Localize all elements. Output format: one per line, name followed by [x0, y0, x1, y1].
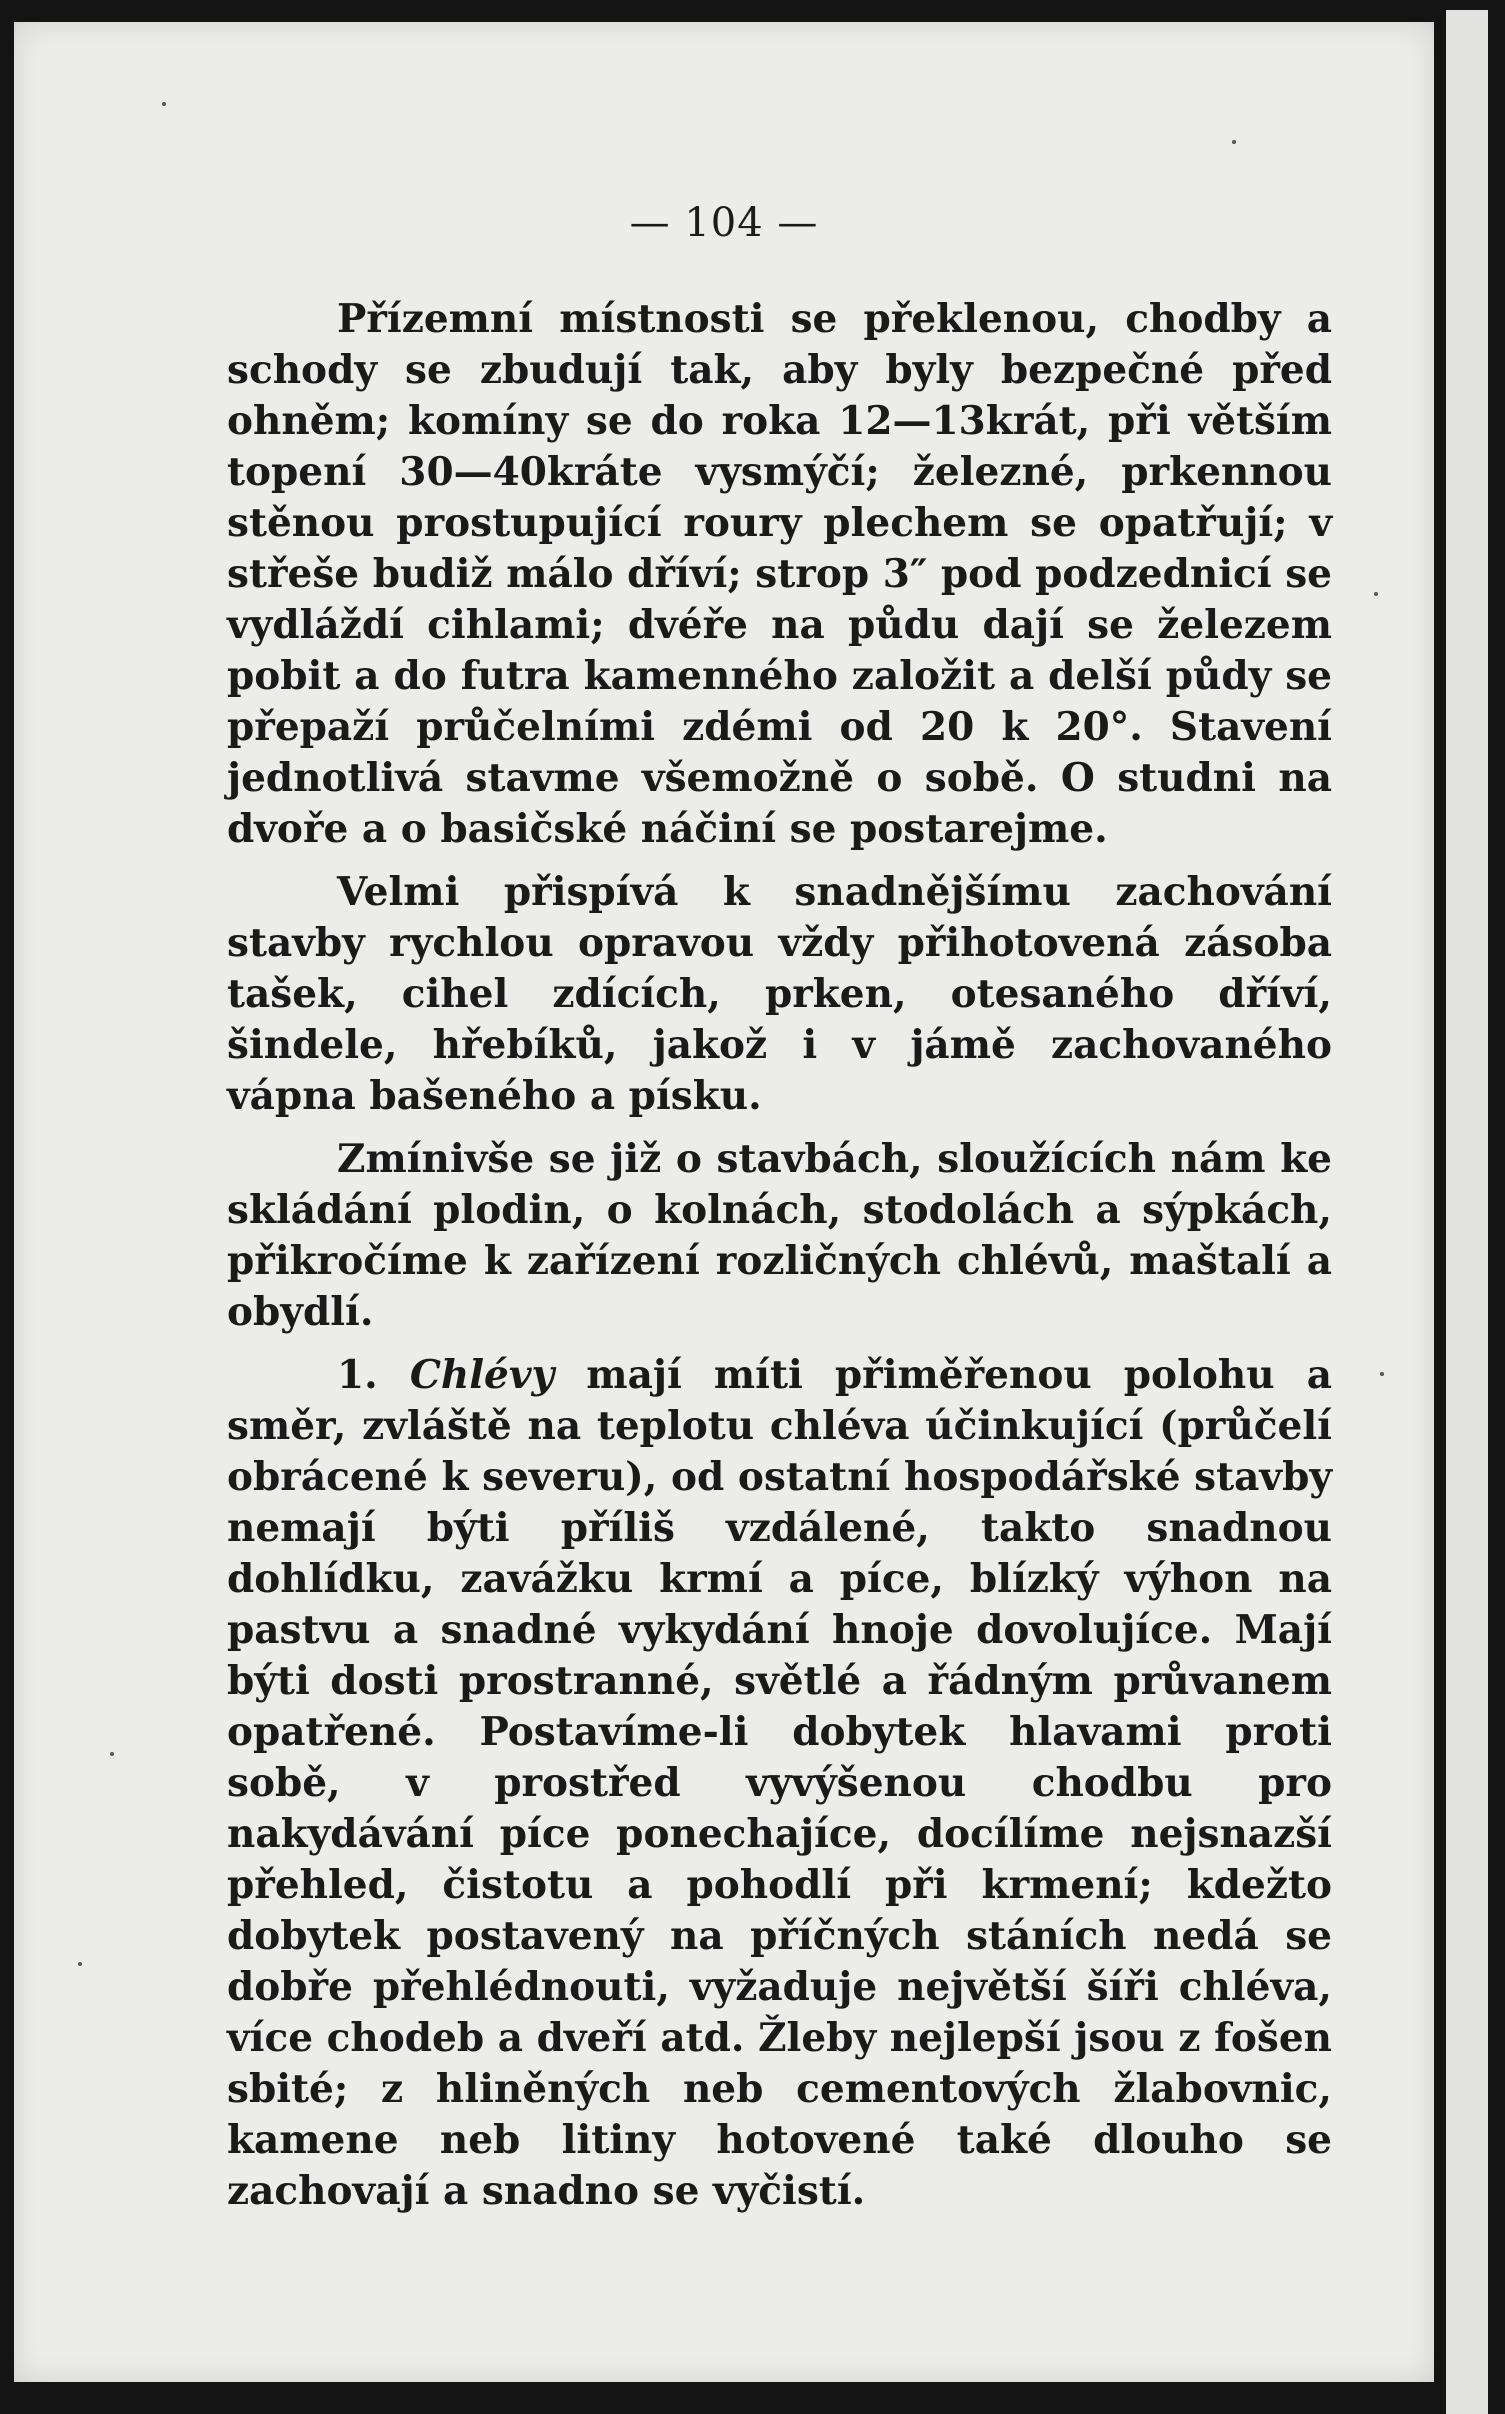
scan-speck: [1380, 1372, 1384, 1376]
book-page: [14, 22, 1434, 2382]
paragraph-transition: Zmínivše se již o stavbách, sloužících nám ke skládání plodin, o kolnách, stodolách a sýpkách, přikročíme k zařízení rozličných chlévů, maštalí a obydlí.: [227, 1136, 1332, 1335]
paragraph-stables: [227, 1350, 1332, 2217]
item-number: 1.: [337, 1352, 378, 1398]
body-text: [227, 294, 1332, 2217]
scan-speck: [1374, 592, 1378, 596]
item-text: mají míti přiměřenou polohu a směr, zvláště na teplotu chléva účinkující (průčelí obrácené k severu), od ostatní hospodářské stavby nemají býti příliš vzdálené, takto snadnou dohlídku, zavážku krmí a píce, blízký výhon na pastvu a snadné vykydání hnoje dovolujíce. Mají býti dosti prostranné, světlé a řádným průvanem opatřené. Postavíme-li dobytek hlavami proti sobě, v prostřed vyvýšenou chodbu pro nakydávání píce ponechajíce, docílíme nejsnazší přehled, čistotu a pohodlí při krmení; kdežto dobytek postavený na příčných stáních nedá se dobře přehlédnouti, vyžaduje největší šíři chléva, více chodeb a dveří atd. Žleby nejlepší jsou z fošen sbité; z hliněných neb cementových žlabovnic, kamene neb litiny hotovené také dlouho se zachovají a snadno se vyčistí.: [227, 1352, 1332, 2214]
paragraph-material-supply: Velmi přispívá k snadnějšímu zachování stavby rychlou opravou vždy přihotovená zásoba tašek, cihel zdících, prken, otesaného dříví, šindele, hřebíků, jakož i v jámě zachovaného vápna bašeného a písku.: [227, 869, 1332, 1119]
paragraph-fire-safety: Přízemní místnosti se překlenou, chodby a schody se zbudují tak, aby byly bezpečné před ohněm; komíny se do roka 12—13krát, při větším topení 30—40kráte vysmýčí; železné, prkennou stěnou prostupující roury plechem se opatřují; v střeše budiž málo dříví; strop 3″ pod podzednicí se vydláždí cihlami; dvéře na půdu dají se železem pobit a do futra kamenného založit a delší půdy se přepaží průčelními zdémi od 20 k 20°. Stavení jednotlivá stavme všemožně o sobě. O studni na dvoře a o basičské náčiní se postarejme.: [227, 296, 1332, 852]
scan-speck: [1232, 140, 1236, 144]
scan-speck: [78, 1962, 82, 1966]
scan-speck: [162, 102, 166, 106]
adjacent-page-edge: [1446, 10, 1488, 2414]
page-number: — 104 —: [629, 200, 819, 246]
item-term: Chlévy: [409, 1352, 555, 1398]
scan-speck: [110, 1752, 114, 1756]
